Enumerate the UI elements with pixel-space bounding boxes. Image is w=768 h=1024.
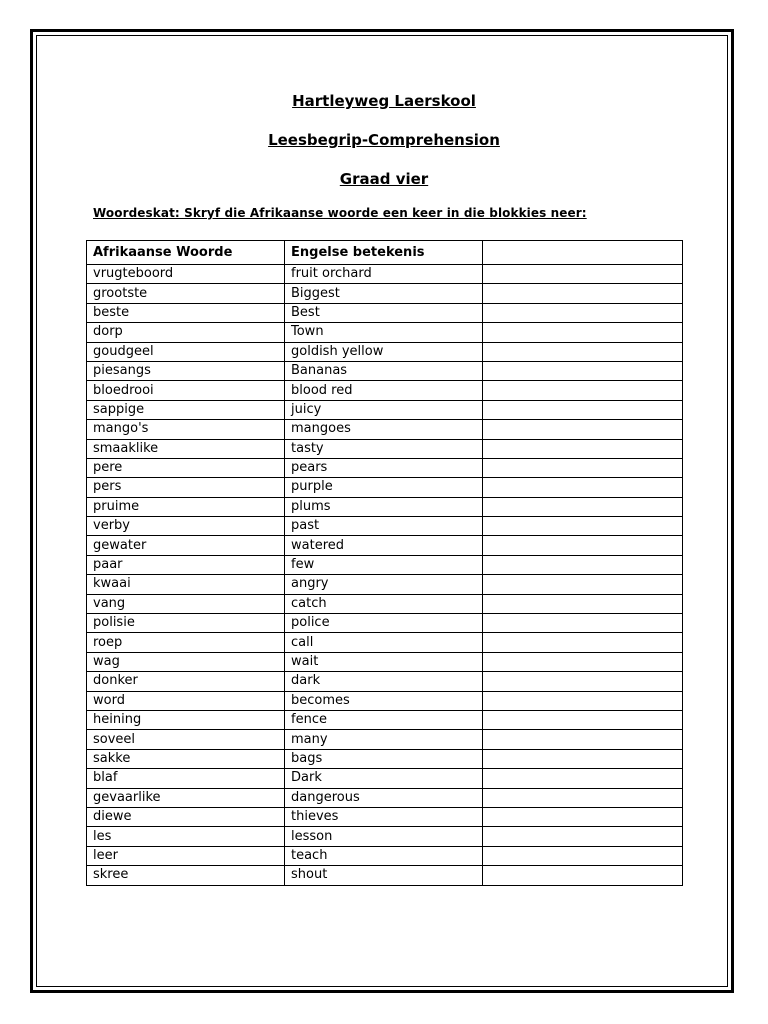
english-meaning-cell: wait [285, 652, 483, 671]
table-row [87, 788, 683, 807]
afrikaans-word-cell: dorp [87, 323, 285, 342]
writing-box-cell[interactable] [483, 788, 683, 807]
table-row [87, 710, 683, 729]
english-meaning-cell: catch [285, 594, 483, 613]
english-meaning-cell: Biggest [285, 284, 483, 303]
writing-box-cell[interactable] [483, 652, 683, 671]
writing-box-cell[interactable] [483, 846, 683, 865]
english-meaning-cell: dark [285, 672, 483, 691]
table-row [87, 633, 683, 652]
english-meaning-cell: goldish yellow [285, 342, 483, 361]
afrikaans-word-cell: pers [87, 478, 285, 497]
table-body [87, 265, 683, 886]
table-header-row [87, 241, 683, 265]
table-row [87, 555, 683, 574]
english-meaning-cell: police [285, 614, 483, 633]
english-meaning-cell: many [285, 730, 483, 749]
english-meaning-cell: lesson [285, 827, 483, 846]
english-meaning-cell: thieves [285, 807, 483, 826]
english-meaning-cell: fruit orchard [285, 265, 483, 284]
table-row [87, 730, 683, 749]
writing-box-cell[interactable] [483, 497, 683, 516]
writing-box-cell[interactable] [483, 807, 683, 826]
writing-box-cell[interactable] [483, 265, 683, 284]
writing-box-cell[interactable] [483, 439, 683, 458]
table-row [87, 517, 683, 536]
writing-box-cell[interactable] [483, 420, 683, 439]
afrikaans-word-cell: roep [87, 633, 285, 652]
afrikaans-word-cell: skree [87, 866, 285, 885]
english-meaning-cell: call [285, 633, 483, 652]
english-meaning-cell: bags [285, 749, 483, 768]
header-english: Engelse betekenis [285, 241, 483, 265]
table-row [87, 381, 683, 400]
writing-box-cell[interactable] [483, 342, 683, 361]
writing-box-cell[interactable] [483, 691, 683, 710]
english-meaning-cell: Bananas [285, 361, 483, 380]
afrikaans-word-cell: pruime [87, 497, 285, 516]
writing-box-cell[interactable] [483, 303, 683, 322]
english-meaning-cell: fence [285, 710, 483, 729]
writing-box-cell[interactable] [483, 614, 683, 633]
writing-box-cell[interactable] [483, 536, 683, 555]
english-meaning-cell: watered [285, 536, 483, 555]
english-meaning-cell: few [285, 555, 483, 574]
table-row [87, 594, 683, 613]
afrikaans-word-cell: vrugteboord [87, 265, 285, 284]
english-meaning-cell: juicy [285, 400, 483, 419]
afrikaans-word-cell: polisie [87, 614, 285, 633]
afrikaans-word-cell: smaaklike [87, 439, 285, 458]
table-row [87, 691, 683, 710]
writing-box-cell[interactable] [483, 827, 683, 846]
afrikaans-word-cell: mango's [87, 420, 285, 439]
afrikaans-word-cell: heining [87, 710, 285, 729]
afrikaans-word-cell: gevaarlike [87, 788, 285, 807]
afrikaans-word-cell: beste [87, 303, 285, 322]
table-row [87, 827, 683, 846]
writing-box-cell[interactable] [483, 478, 683, 497]
afrikaans-word-cell: wag [87, 652, 285, 671]
afrikaans-word-cell: sappige [87, 400, 285, 419]
afrikaans-word-cell: word [87, 691, 285, 710]
english-meaning-cell: Dark [285, 769, 483, 788]
table-row [87, 323, 683, 342]
writing-box-cell[interactable] [483, 517, 683, 536]
english-meaning-cell: pears [285, 458, 483, 477]
writing-box-cell[interactable] [483, 458, 683, 477]
afrikaans-word-cell: les [87, 827, 285, 846]
table-row [87, 284, 683, 303]
header-blank [483, 241, 683, 265]
afrikaans-word-cell: kwaai [87, 575, 285, 594]
english-meaning-cell: shout [285, 866, 483, 885]
writing-box-cell[interactable] [483, 730, 683, 749]
subject-title: Leesbegrip-Comprehension [268, 131, 500, 149]
writing-box-cell[interactable] [483, 672, 683, 691]
table-row [87, 575, 683, 594]
table-row [87, 536, 683, 555]
writing-box-cell[interactable] [483, 555, 683, 574]
table-row [87, 342, 683, 361]
afrikaans-word-cell: goudgeel [87, 342, 285, 361]
english-meaning-cell: plums [285, 497, 483, 516]
afrikaans-word-cell: gewater [87, 536, 285, 555]
table-row [87, 265, 683, 284]
table-row [87, 497, 683, 516]
english-meaning-cell: angry [285, 575, 483, 594]
afrikaans-word-cell: donker [87, 672, 285, 691]
writing-box-cell[interactable] [483, 361, 683, 380]
english-meaning-cell: past [285, 517, 483, 536]
writing-box-cell[interactable] [483, 575, 683, 594]
afrikaans-word-cell: soveel [87, 730, 285, 749]
table-row [87, 749, 683, 768]
english-meaning-cell: purple [285, 478, 483, 497]
afrikaans-word-cell: leer [87, 846, 285, 865]
writing-box-cell[interactable] [483, 633, 683, 652]
table-row [87, 614, 683, 633]
english-meaning-cell: teach [285, 846, 483, 865]
writing-box-cell[interactable] [483, 769, 683, 788]
english-meaning-cell: blood red [285, 381, 483, 400]
english-meaning-cell: becomes [285, 691, 483, 710]
vocabulary-table [86, 240, 683, 886]
english-meaning-cell: tasty [285, 439, 483, 458]
table-row [87, 400, 683, 419]
header-afrikaans: Afrikaanse Woorde [87, 241, 285, 265]
english-meaning-cell: mangoes [285, 420, 483, 439]
table-row [87, 361, 683, 380]
writing-box-cell[interactable] [483, 400, 683, 419]
writing-box-cell[interactable] [483, 594, 683, 613]
instruction-text: Woordeskat: Skryf die Afrikaanse woorde een keer in die blokkies neer: [93, 206, 587, 220]
writing-box-cell[interactable] [483, 710, 683, 729]
afrikaans-word-cell: pere [87, 458, 285, 477]
afrikaans-word-cell: diewe [87, 807, 285, 826]
writing-box-cell[interactable] [483, 381, 683, 400]
table-row [87, 439, 683, 458]
afrikaans-word-cell: sakke [87, 749, 285, 768]
afrikaans-word-cell: paar [87, 555, 285, 574]
table-row [87, 846, 683, 865]
school-name: Hartleyweg Laerskool [292, 92, 476, 110]
afrikaans-word-cell: piesangs [87, 361, 285, 380]
english-meaning-cell: Best [285, 303, 483, 322]
table-row [87, 672, 683, 691]
writing-box-cell[interactable] [483, 749, 683, 768]
table-row [87, 652, 683, 671]
afrikaans-word-cell: bloedrooi [87, 381, 285, 400]
table-row [87, 303, 683, 322]
table-row [87, 478, 683, 497]
table-row [87, 458, 683, 477]
afrikaans-word-cell: grootste [87, 284, 285, 303]
afrikaans-word-cell: verby [87, 517, 285, 536]
writing-box-cell[interactable] [483, 323, 683, 342]
afrikaans-word-cell: vang [87, 594, 285, 613]
table-row [87, 420, 683, 439]
english-meaning-cell: Town [285, 323, 483, 342]
english-meaning-cell: dangerous [285, 788, 483, 807]
writing-box-cell[interactable] [483, 866, 683, 885]
grade-title: Graad vier [339, 170, 429, 188]
table-row [87, 769, 683, 788]
afrikaans-word-cell: blaf [87, 769, 285, 788]
writing-box-cell[interactable] [483, 284, 683, 303]
table-row [87, 866, 683, 885]
table-row [87, 807, 683, 826]
